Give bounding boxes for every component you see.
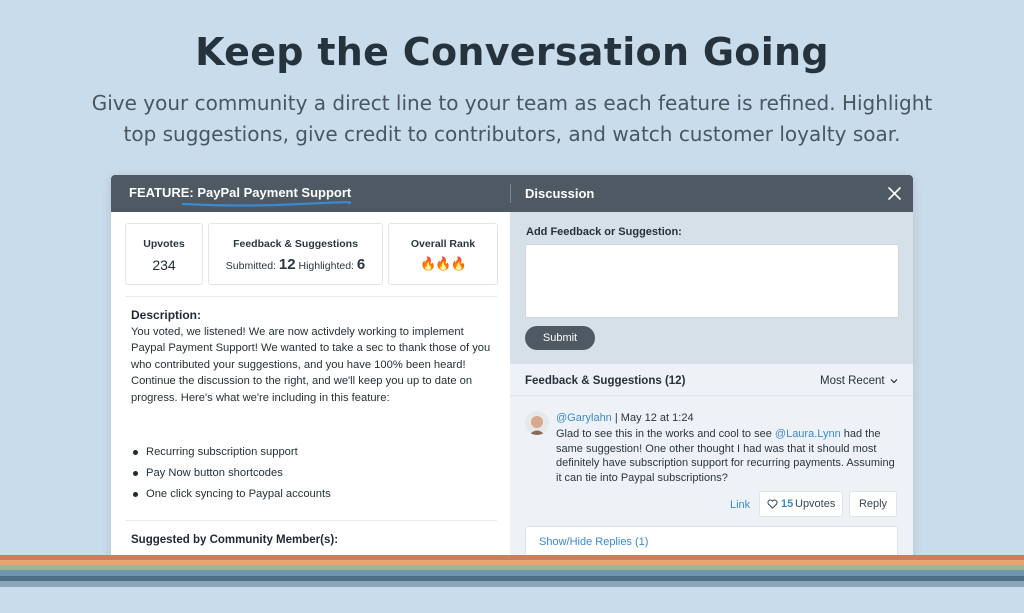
list-item: Pay Now button shortcodes — [131, 465, 491, 486]
chevron-down-icon — [890, 378, 898, 384]
divider — [125, 296, 497, 297]
highlighted-value: 6 — [356, 256, 366, 273]
feature-title-prefix: FEATURE: — [129, 185, 198, 200]
avatar — [525, 411, 549, 435]
upvote-label: Upvotes — [795, 498, 836, 510]
discussion-panel — [510, 212, 913, 575]
link-button[interactable]: Link — [730, 499, 751, 511]
hero-subtitle-line-2: top suggestions, give credit to contributors, and watch customer loyalty soar. — [123, 122, 901, 146]
mention-link[interactable]: @Laura.Lynn — [774, 428, 841, 440]
reply-button[interactable]: Reply — [849, 491, 897, 517]
stripe — [0, 581, 1024, 587]
comment-body — [556, 427, 896, 486]
feature-window — [111, 175, 913, 575]
comment-meta — [556, 412, 694, 424]
feature-title-name: PayPal Payment Support — [197, 185, 352, 200]
submit-button[interactable]: Submit — [525, 326, 595, 350]
feedback-form — [510, 212, 913, 364]
submitted-label: Submitted: — [225, 260, 276, 272]
upvotes-label: Upvotes — [143, 238, 185, 250]
comment-author[interactable]: @Garylahn — [556, 412, 612, 424]
sort-label: Most Recent — [820, 375, 885, 387]
divider — [510, 395, 913, 396]
upvotes-value: 234 — [152, 257, 176, 273]
comment-text-end: had the same suggestion! One other thought I had was that it should most definitely have subscription support for recurring payments. Assuming it can tie into Paypal subscriptions? — [556, 428, 895, 485]
feature-details-panel — [111, 212, 510, 575]
feature-title — [129, 185, 351, 200]
list-item: One click syncing to Paypal accounts — [131, 486, 491, 507]
description-heading: Description: — [131, 308, 202, 322]
feedback-input-label: Add Feedback or Suggestion: — [526, 226, 682, 238]
meta-separator: | — [611, 412, 621, 424]
description-text: You voted, we listened! We are now activdely working to implement Paypal Payment Support! We wanted to take a sec to thank those of you who contributed your suggestions, and you have 100% been heard! Continue the discussion to the right, and we'll keep you up to date on progress. Here's what we're including in this feature: — [131, 326, 491, 404]
window-header — [111, 175, 913, 212]
highlighted-label: Highlighted: — [298, 260, 354, 272]
submitted-value: 12 — [278, 256, 296, 273]
feedback-list-heading: Feedback & Suggestions (12) — [525, 375, 686, 387]
heart-icon — [767, 499, 778, 509]
hero-title: Keep the Conversation Going — [195, 30, 829, 74]
flame-icon: 🔥🔥🔥 — [420, 256, 466, 271]
hero-subtitle — [40, 88, 984, 150]
upvote-button[interactable] — [759, 491, 843, 517]
discussion-title: Discussion — [525, 186, 595, 201]
highlight-underline — [181, 200, 351, 208]
feedback-label: Feedback & Suggestions — [233, 238, 358, 250]
decorative-stripes — [0, 555, 1024, 587]
suggested-heading: Suggested by Community Member(s): — [131, 534, 339, 546]
close-icon[interactable] — [887, 186, 902, 201]
header-divider — [510, 184, 511, 203]
feedback-counts — [209, 256, 382, 273]
toggle-replies-link[interactable]: Show/Hide Replies (1) — [539, 536, 649, 548]
upvote-count: 15 — [781, 498, 794, 510]
hero-subtitle-line-1: Give your community a direct line to your team as each feature is refined. Highlight — [91, 91, 933, 115]
upvotes-stat — [125, 223, 203, 285]
comment-date: May 12 at 1:24 — [620, 412, 694, 424]
feedback-input[interactable] — [525, 244, 899, 318]
rank-stat — [388, 223, 498, 285]
list-item: Recurring subscription support — [131, 444, 491, 465]
divider — [125, 520, 497, 521]
comment-text-start: Glad to see this in the works and cool to see — [556, 428, 775, 440]
feature-list — [131, 444, 491, 507]
rank-label: Overall Rank — [410, 238, 476, 250]
sort-dropdown[interactable] — [820, 375, 898, 387]
feedback-stat — [208, 223, 383, 285]
